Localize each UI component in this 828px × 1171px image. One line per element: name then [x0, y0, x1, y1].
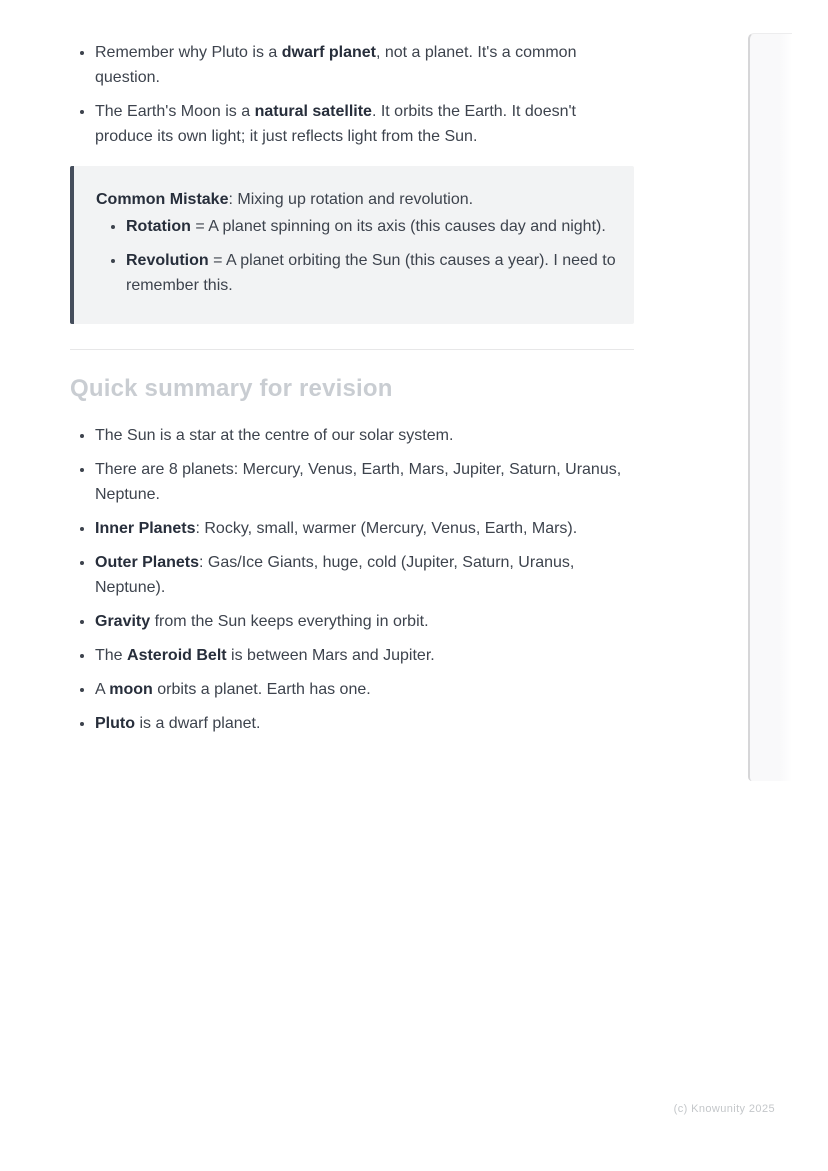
text-segment: Remember why Pluto is a: [95, 44, 282, 61]
bold-text-segment: moon: [109, 681, 153, 698]
list-item: [95, 550, 634, 600]
text-segment: is a dwarf planet.: [135, 715, 261, 732]
list-item: [126, 214, 626, 239]
list-item: [126, 248, 626, 298]
callout-title: [96, 187, 626, 212]
summary-bullet-list: [70, 423, 634, 736]
bold-text-segment: Asteroid Belt: [127, 647, 227, 664]
text-segment: The Earth's Moon is a: [95, 103, 255, 120]
section-heading: Quick summary for revision: [70, 375, 393, 402]
copyright-footer: (c) Knowunity 2025: [673, 1103, 775, 1115]
text-segment: = A planet orbiting the Sun (this causes a year). I need to remember this.: [126, 252, 616, 294]
list-item: [95, 609, 634, 634]
list-item: [95, 643, 634, 668]
list-item: [95, 677, 634, 702]
bold-text-segment: Inner Planets: [95, 520, 196, 537]
list-item: [95, 99, 634, 149]
text-segment: : Rocky, small, warmer (Mercury, Venus, Earth, Mars).: [195, 520, 578, 537]
text-segment: A: [95, 681, 110, 698]
top-bullet-list: [70, 40, 634, 149]
text-segment: : Mixing up rotation and revolution.: [228, 191, 474, 208]
callout-box: [70, 166, 634, 324]
text-segment: There are 8 planets: Mercury, Venus, Earth, Mars, Jupiter, Saturn, Uranus, Neptune.: [95, 461, 622, 503]
text-segment: The Sun is a star at the centre of our solar system.: [95, 427, 454, 444]
page-content: [70, 40, 634, 745]
divider: [70, 349, 634, 350]
list-item: [95, 711, 634, 736]
list-item: [95, 457, 634, 507]
text-segment: : Gas/Ice Giants, huge, cold (Jupiter, Saturn, Uranus, Neptune).: [95, 554, 575, 596]
bold-text-segment: natural satellite: [254, 103, 372, 120]
text-segment: is between Mars and Jupiter.: [226, 647, 435, 664]
text-segment: from the Sun keeps everything in orbit.: [150, 613, 429, 630]
bold-text-segment: Outer Planets: [95, 554, 200, 571]
text-segment: , not a planet. It's a common question.: [95, 44, 577, 86]
list-item: [95, 516, 634, 541]
bold-text-segment: dwarf planet: [281, 44, 376, 61]
list-item: [95, 423, 634, 448]
text-segment: orbits a planet. Earth has one.: [152, 681, 371, 698]
bold-text-segment: Common Mistake: [96, 191, 229, 208]
text-segment: . It orbits the Earth. It doesn't produce its own light; it just reflects light from the Sun.: [95, 103, 576, 145]
bold-text-segment: Revolution: [126, 252, 209, 269]
callout-bullet-list: [96, 214, 626, 298]
bold-text-segment: Gravity: [95, 613, 151, 630]
text-segment: The: [95, 647, 128, 664]
bold-text-segment: Rotation: [126, 218, 191, 235]
text-segment: = A planet spinning on its axis (this causes day and night).: [190, 218, 606, 235]
list-item: [95, 40, 634, 90]
bold-text-segment: Pluto: [95, 715, 135, 732]
next-page-edge[interactable]: [748, 33, 792, 781]
